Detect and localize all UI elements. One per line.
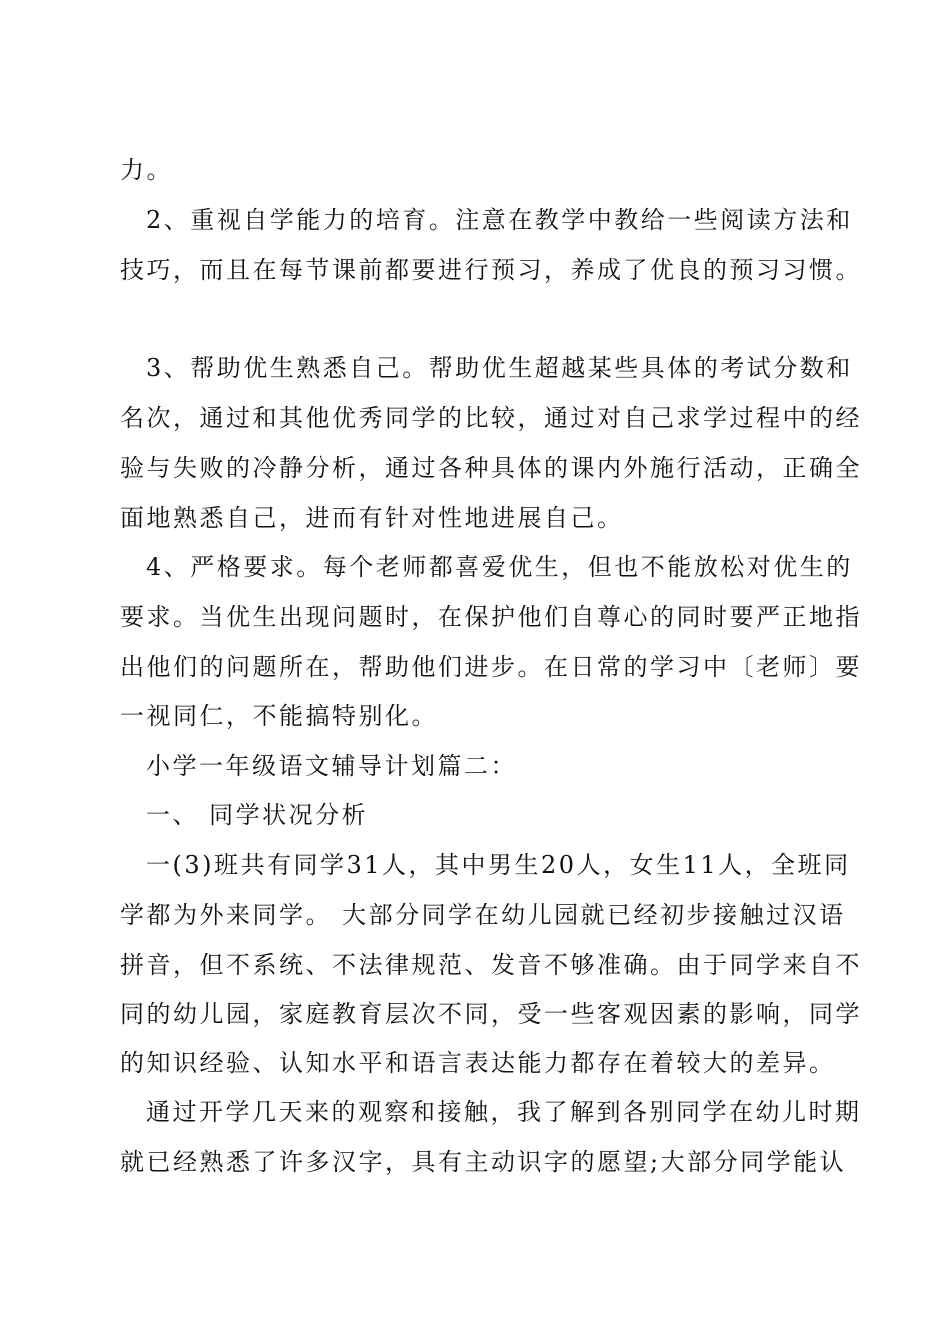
paragraph-start-line: 3、帮助优生熟悉自己。帮助优生超越某些具体的考试分数和 <box>146 354 853 382</box>
text-line: 名次，通过和其他优秀同学的比较，通过对自己求学过程中的经 <box>120 404 862 432</box>
text-line: 力。 <box>120 156 173 184</box>
text-line: 的知识经验、认知水平和语言表达能力都存在着较大的差异。 <box>120 1049 836 1077</box>
text-line: 技巧，而且在每节课前都要进行预习，养成了优良的预习习惯。 <box>120 256 862 284</box>
subsection-heading: 一、 同学状况分析 <box>146 801 369 829</box>
text-line: 学都为外来同学。 大部分同学在幼儿园就已经初步接触过汉语 <box>120 901 846 929</box>
text-line: 就已经熟悉了许多汉字，具有主动识字的愿望;大部分同学能认 <box>120 1148 847 1176</box>
text-line: 面地熟悉自己，进而有针对性地进展自己。 <box>120 504 624 532</box>
section-heading: 小学一年级语文辅导计划篇二： <box>146 752 517 780</box>
paragraph-start-line: 4、严格要求。每个老师都喜爱优生，但也不能放松对优生的 <box>146 553 853 581</box>
paragraph-start-line: 2、重视自学能力的培育。注意在教学中教给一些阅读方法和 <box>146 206 853 234</box>
paragraph-start-line: 一(3)班共有同学31人，其中男生20人，女生11人，全班同 <box>146 851 851 879</box>
text-line: 验与失败的冷静分析，通过各种具体的课内外施行活动，正确全 <box>120 454 862 482</box>
text-line: 要求。当优生出现问题时，在保护他们自尊心的同时要严正地指 <box>120 603 862 631</box>
paragraph-start-line: 通过开学几天来的观察和接触，我了解到各别同学在幼儿时期 <box>146 1098 862 1126</box>
text-line: 出他们的问题所在，帮助他们进步。在日常的学习中〔老师〕要 <box>120 653 862 681</box>
text-line: 同的幼儿园，家庭教育层次不同，受一些客观因素的影响，同学 <box>120 1000 862 1028</box>
text-line: 拼音，但不系统、不法律规范、发音不够准确。由于同学来自不 <box>120 951 862 979</box>
text-line: 一视同仁，不能搞特别化。 <box>120 702 438 730</box>
